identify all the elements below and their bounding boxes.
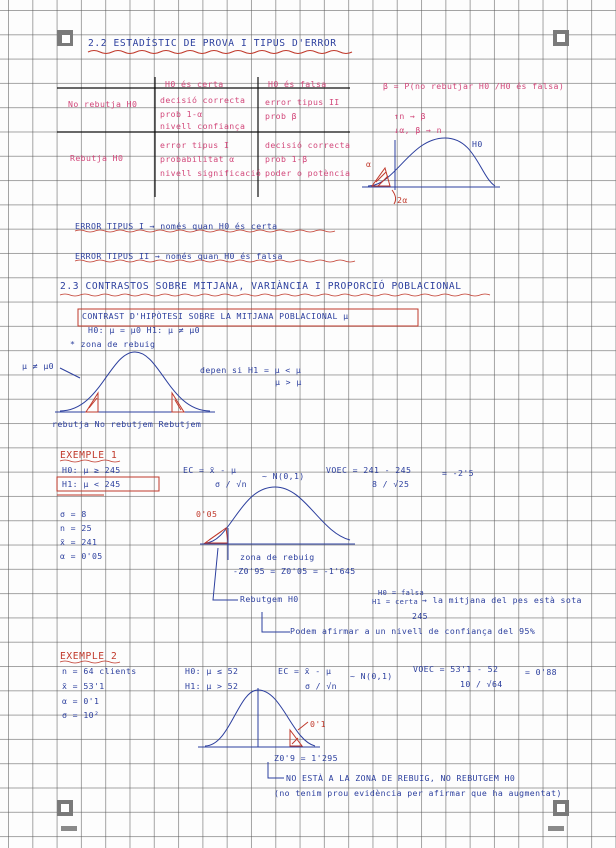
ex2-z-value: Z0'9 = 1'295: [274, 753, 338, 763]
ex1-alpha: α = 0'05: [60, 551, 103, 561]
ex1-voec-numerator: VOEC = 241 - 245: [326, 465, 412, 475]
depends-note: depen si H1 = μ < μ: [200, 365, 302, 375]
cell-nr-true-0: decisió correcta: [160, 95, 246, 105]
ex2-tail-label: 0'1: [310, 719, 326, 729]
contrast-hypotheses: H0: μ = μ0 H1: μ ≠ μ0: [88, 325, 200, 335]
ex1-tail-label: 0'05: [196, 509, 218, 519]
cell-nr-true-2: nivell confiança: [160, 121, 246, 131]
ex1-confidence: Podem afirmar a un nivell de confiança del 95%: [290, 626, 536, 636]
ex1-decision-h1: H1 = certa: [372, 598, 419, 606]
ex2-alpha: α = 0'1: [62, 696, 100, 706]
ex1-sigma: σ = 8: [60, 509, 87, 519]
example-2-title: EXEMPLE 2: [60, 651, 118, 662]
ex1-voec-value: = -2'5: [442, 468, 474, 478]
mu-neq-label: μ ≠ μ0: [22, 361, 54, 371]
contrast-box-title: CONTRAST D'HIPÒTESI SOBRE LA MITJANA POBLACIONAL μ: [82, 311, 349, 321]
beta-two-alpha-label: 2α: [397, 195, 408, 205]
cell-nr-true-1: prob 1-α: [160, 109, 203, 119]
ex1-n: n = 25: [60, 523, 92, 533]
cell-nr-false-0: error tipus II: [265, 97, 340, 107]
cell-r-false-0: decisió correcta: [265, 140, 351, 150]
ex2-n: n = 64 clients: [62, 666, 137, 676]
beta-note-2: ↓α, β → n: [394, 125, 442, 135]
ex2-sigma: σ = 10²: [62, 710, 100, 720]
ex2-conclusion: NO ESTÀ A LA ZONA DE REBUIG, NO REBUTGEM H0: [286, 773, 516, 783]
ex2-ec-numerator: EC = x̄ - μ: [278, 666, 332, 676]
ex1-zone-label: zona de rebuig: [240, 552, 315, 562]
beta-h0-label: H0: [472, 139, 483, 149]
ex1-conclusion-value: 245: [412, 611, 428, 621]
ex1-voec-denominator: 8 / √25: [372, 479, 410, 489]
row-header-no-reject: No rebutja H0: [68, 99, 138, 109]
col-header-h0-false: H0 és falsa: [268, 79, 327, 89]
ex1-ec-numerator: EC = x̄ - μ: [183, 465, 237, 475]
cell-r-true-0: error tipus I: [160, 140, 230, 150]
normal-curve-two-tailed: [60, 352, 210, 411]
ex1-h0: H0: μ ≥ 245: [62, 465, 121, 475]
ex2-h1: H1: μ > 52: [185, 681, 239, 691]
ex2-conclusion-note: (no tenim prou evidència per afirmar que ha augmentat): [274, 788, 562, 798]
ex1-conclusion: → la mitjana del pes està sota: [422, 595, 582, 605]
ex1-ec-denominator: σ / √n: [215, 479, 247, 489]
ex1-xbar: x̄ = 241: [60, 537, 98, 547]
cell-r-true-2: nivell significació: [160, 168, 262, 178]
regions-labels: rebutja No rebutjem Rebutjem: [52, 419, 202, 429]
normal-curve-ex2: [205, 690, 315, 746]
error-type-2-def: ERROR TIPUS II → només quan H0 és falsa: [75, 251, 283, 261]
cell-r-false-1: prob 1-β: [265, 154, 308, 164]
ex1-ec-distribution: ~ N(0,1): [262, 471, 305, 481]
ex1-decision-h0: H0 = falsa: [378, 589, 425, 597]
page-title: 2.2 ESTADÍSTIC DE PROVA I TIPUS D'ERROR: [88, 38, 337, 49]
error-type-1-def: ERROR TIPUS I → només quan H0 és certa: [75, 221, 278, 231]
beta-definition: β = P(no rebutjar H0 /H0 és falsa): [383, 81, 565, 91]
section-23-title: 2.3 CONTRASTOS SOBRE MITJANA, VARIÀNCIA I PROPORCIÓ POBLACIONAL: [60, 281, 462, 292]
ex2-ec-denominator: σ / √n: [305, 681, 337, 691]
beta-note-1: ↑n → β: [394, 111, 426, 121]
depends-note-2: μ > μ: [275, 377, 302, 387]
ex2-h0: H0: μ ≤ 52: [185, 666, 239, 676]
example-1-title: EXEMPLE 1: [60, 450, 118, 461]
cell-nr-false-1: prob β: [265, 111, 297, 121]
ex2-ec-distribution: ~ N(0,1): [350, 671, 393, 681]
cell-r-false-2: poder o potència: [265, 168, 351, 178]
cell-r-true-1: probabilitat α: [160, 154, 235, 164]
ex2-voec-value: = 0'88: [525, 667, 557, 677]
ex2-xbar: x̄ = 53'1: [62, 681, 105, 691]
ex1-reject: Rebutgem H0: [240, 594, 299, 604]
row-header-reject: Rebutja H0: [70, 153, 124, 163]
ex2-voec-denominator: 10 / √64: [460, 679, 503, 689]
ex1-h1: H1: μ < 245: [62, 479, 121, 489]
ex1-z-value: -Z0'95 = Z0'05 = -1'645: [233, 566, 356, 576]
rejection-zone-note: * zona de rebuig: [70, 339, 156, 349]
col-header-h0-true: H0 és certa: [165, 79, 224, 89]
title-underline: [88, 51, 352, 54]
ex2-voec-numerator: VOEC = 53'1 - 52: [413, 664, 499, 674]
beta-alpha-label: α: [366, 159, 372, 169]
